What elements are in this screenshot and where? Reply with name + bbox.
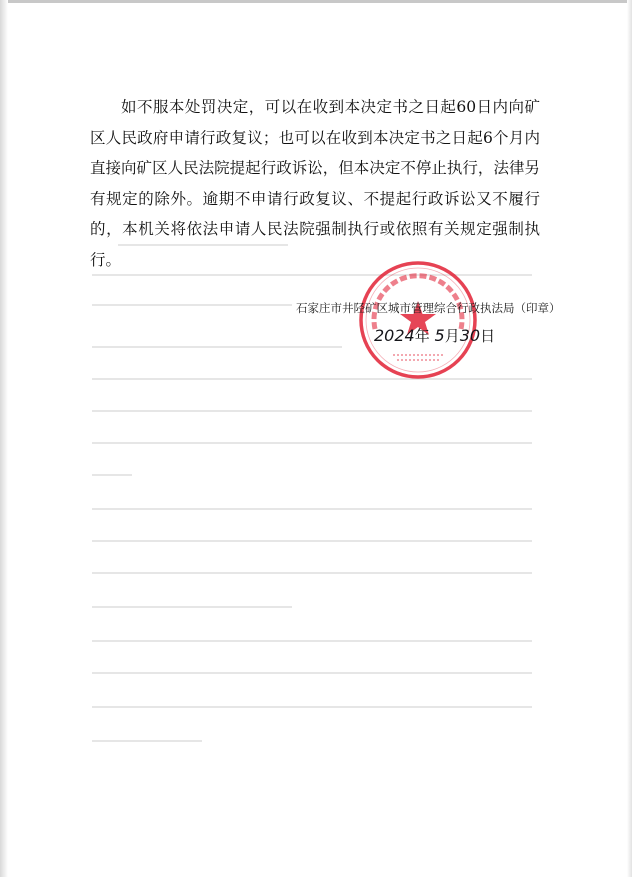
official-seal-icon	[357, 259, 479, 381]
date-day-suffix: 日	[480, 327, 496, 345]
scan-edge-top	[0, 0, 632, 3]
date-year-suffix: 年	[414, 327, 430, 345]
scan-edge-right	[627, 0, 632, 877]
scan-edge-left	[0, 0, 8, 877]
date-month-handwritten: 5	[434, 326, 445, 345]
issuing-authority: 石家庄市井陉矿区城市管理综合行政执法局（印章）	[296, 301, 561, 315]
appeal-rights-paragraph: 如不服本处罚决定，可以在收到本决定书之日起60日内向矿区人民政府申请行政复议；也可以在收到本决定书之日起6个月内直接向矿区人民法院提起行政诉讼，但本决定不停止执行，法律另有规定的除外。逾期不申请行政复议、不提起行政诉讼又不履行的，本机关将依法申请人民法院强制执行或依照有关规定强制执行。	[90, 98, 540, 269]
date-day-handwritten: 30	[459, 326, 481, 345]
date-year-handwritten: 2024	[374, 326, 415, 345]
date-month-suffix: 月	[444, 327, 460, 345]
issue-date	[374, 325, 495, 346]
